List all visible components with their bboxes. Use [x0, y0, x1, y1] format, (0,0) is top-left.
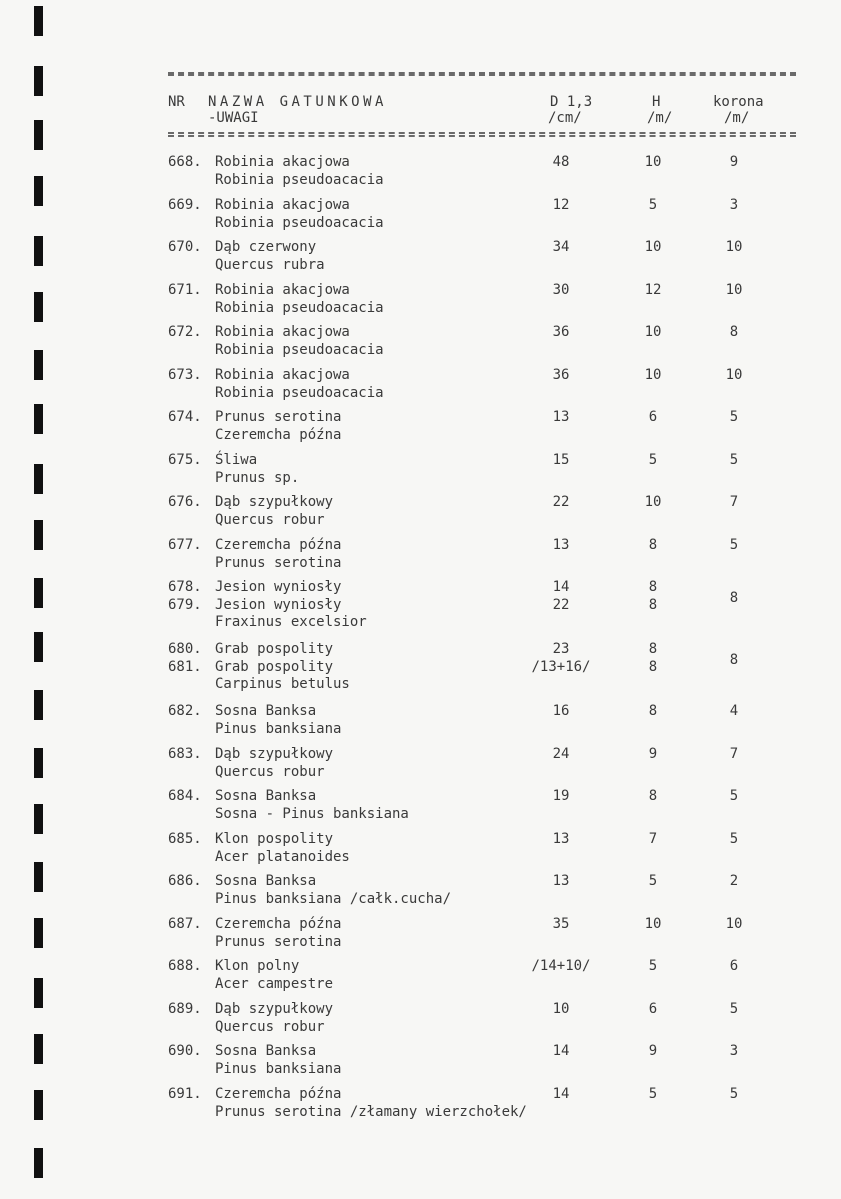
diameter-cell-value: 14 — [552, 1043, 570, 1059]
tree-number-line: 689. — [168, 1001, 202, 1017]
height-cell-value: 8 — [648, 537, 658, 553]
tree-number-line: 690. — [168, 1043, 202, 1059]
species-name-line: Dąb szypułkowy — [215, 494, 334, 510]
binding-hole — [34, 978, 43, 1008]
crown-cell: 3 — [729, 197, 739, 213]
height-cell-value: 8 — [648, 596, 658, 613]
binding-hole — [34, 520, 43, 550]
height-cell — [608, 494, 698, 512]
tree-number-line: 678. — [168, 579, 202, 595]
tree-number — [168, 641, 213, 676]
diameter-cell — [516, 873, 606, 891]
tree-number-line: 670. — [168, 239, 202, 255]
crown-cell: 5 — [729, 788, 739, 804]
diameter-cell — [516, 1086, 606, 1104]
tree-number-line: 682. — [168, 703, 202, 719]
binding-hole — [34, 1148, 43, 1178]
diameter-cell — [516, 641, 606, 676]
diameter-cell-value: 24 — [552, 746, 570, 762]
tree-number — [168, 154, 213, 172]
binding-hole — [34, 690, 43, 720]
species-name-line: Carpinus betulus — [215, 676, 350, 692]
species-name-line: Prunus serotina — [215, 554, 342, 571]
species-names — [215, 831, 350, 866]
species-name-line: Dąb szypułkowy — [215, 746, 334, 762]
crown-cell: 5 — [729, 831, 739, 847]
height-cell — [608, 1043, 698, 1061]
tree-number — [168, 452, 213, 470]
crown-cell: 8 — [729, 651, 739, 668]
header-rule-bottom-double — [168, 135, 796, 137]
tree-number-line: 684. — [168, 788, 202, 804]
diameter-cell-value: 14 — [552, 1086, 570, 1102]
diameter-cell — [516, 154, 606, 172]
crown-cell: 4 — [729, 703, 739, 719]
column-header-nr: NR — [168, 94, 185, 110]
column-header-name: NAZWA GATUNKOWA — [208, 94, 387, 110]
diameter-cell-value: 48 — [552, 154, 570, 170]
diameter-cell — [516, 746, 606, 764]
height-cell-value: 6 — [648, 409, 658, 425]
height-cell — [608, 537, 698, 555]
crown-cell: 5 — [729, 409, 739, 425]
column-header-height: H — [652, 94, 661, 110]
species-names — [215, 367, 384, 402]
tree-number — [168, 1086, 213, 1104]
height-cell-value: 7 — [648, 831, 658, 847]
diameter-cell-value: 13 — [552, 831, 570, 847]
height-cell-value: 5 — [648, 958, 658, 974]
species-name-line: Dąb szypułkowy — [215, 1001, 334, 1017]
tree-number-line: 680. — [168, 641, 202, 657]
height-cell-value: 8 — [648, 703, 658, 719]
species-name-line: Jesion wyniosły — [215, 579, 342, 595]
species-name-line: Jesion wyniosły — [215, 596, 342, 613]
species-names — [215, 154, 384, 189]
species-names — [215, 324, 384, 359]
crown-cell: 5 — [729, 1086, 739, 1102]
binding-hole — [34, 404, 43, 434]
tree-number — [168, 788, 213, 806]
height-cell-value: 10 — [644, 239, 662, 255]
crown-cell: 7 — [729, 494, 739, 510]
diameter-cell — [516, 1043, 606, 1061]
species-names — [215, 788, 409, 823]
species-name-line: Sosna Banksa — [215, 873, 317, 889]
height-cell — [608, 324, 698, 342]
species-names — [215, 1086, 527, 1121]
crown-cell: 2 — [729, 873, 739, 889]
diameter-cell-value: 16 — [552, 703, 570, 719]
height-cell-value: 8 — [648, 579, 658, 595]
binding-hole — [34, 66, 43, 96]
diameter-cell-value: 13 — [552, 537, 570, 553]
height-cell — [608, 197, 698, 215]
diameter-cell — [516, 367, 606, 385]
crown-cell: 5 — [729, 1001, 739, 1017]
crown-cell: 10 — [725, 367, 743, 383]
diameter-cell-value: 22 — [552, 494, 570, 510]
tree-number — [168, 746, 213, 764]
tree-number-line: 671. — [168, 282, 202, 298]
diameter-cell — [516, 579, 606, 614]
species-name-line: Czeremcha późna — [215, 426, 342, 443]
species-name-line: Klon polny — [215, 958, 300, 974]
binding-hole — [34, 862, 43, 892]
header-rule-bottom — [168, 132, 796, 134]
species-name-line: Czeremcha późna — [215, 537, 342, 553]
tree-number-line: 685. — [168, 831, 202, 847]
binding-hole — [34, 1034, 43, 1064]
height-cell — [608, 958, 698, 976]
height-cell — [608, 409, 698, 427]
diameter-cell — [516, 282, 606, 300]
column-header-crown: korona — [713, 94, 764, 110]
diameter-cell — [516, 958, 606, 976]
crown-cell: 5 — [729, 537, 739, 553]
species-name-line: Sosna - Pinus banksiana — [215, 805, 409, 822]
species-names — [215, 452, 299, 487]
binding-hole — [34, 292, 43, 322]
species-name-line: Sosna Banksa — [215, 788, 317, 804]
tree-inventory-sheet — [168, 72, 796, 1172]
species-name-line: Pinus banksiana /całk.cucha/ — [215, 890, 452, 907]
species-name-line: Sosna Banksa — [215, 1043, 317, 1059]
species-name-line: Dąb czerwony — [215, 239, 317, 255]
height-cell-value: 5 — [648, 452, 658, 468]
height-cell — [608, 641, 698, 676]
crown-cell: 10 — [725, 239, 743, 255]
diameter-cell-value: 36 — [552, 324, 570, 340]
tree-number — [168, 537, 213, 555]
diameter-cell-value: /13+16/ — [531, 658, 591, 675]
tree-number — [168, 1001, 213, 1019]
tree-number-line: 668. — [168, 154, 202, 170]
species-name-line: Robinia akacjowa — [215, 324, 350, 340]
binding-hole — [34, 748, 43, 778]
diameter-cell — [516, 324, 606, 342]
diameter-cell — [516, 788, 606, 806]
height-cell-value: 9 — [648, 1043, 658, 1059]
binding-hole — [34, 6, 43, 36]
height-cell — [608, 579, 698, 614]
crown-cell: 3 — [729, 1043, 739, 1059]
species-name-line: Prunus serotina /złamany wierzchołek/ — [215, 1103, 527, 1120]
binding-hole — [34, 804, 43, 834]
species-name-line: Acer platanoides — [215, 848, 350, 865]
height-cell — [608, 452, 698, 470]
diameter-cell — [516, 916, 606, 934]
height-cell-value: 8 — [648, 641, 658, 657]
binding-hole — [34, 464, 43, 494]
species-name-line: Pinus banksiana — [215, 720, 342, 737]
species-name-line: Klon pospolity — [215, 831, 334, 847]
tree-number-line: 677. — [168, 537, 202, 553]
tree-number-line: 675. — [168, 452, 202, 468]
tree-number-line: 673. — [168, 367, 202, 383]
diameter-cell — [516, 197, 606, 215]
diameter-cell-value: 14 — [552, 579, 570, 595]
column-header-diameter-unit: /cm/ — [548, 110, 582, 126]
species-name-line: Quercus rubra — [215, 256, 325, 273]
diameter-cell-value: 12 — [552, 197, 570, 213]
species-names — [215, 409, 341, 444]
species-name-line: Robinia akacjowa — [215, 154, 350, 170]
height-cell-value: 10 — [644, 154, 662, 170]
diameter-cell-value: 22 — [552, 596, 570, 613]
height-cell — [608, 282, 698, 300]
species-name-line: Robinia pseudoacacia — [215, 384, 384, 401]
tree-number — [168, 197, 213, 215]
crown-cell: 10 — [725, 282, 743, 298]
height-cell-value: 6 — [648, 1001, 658, 1017]
diameter-cell-value: 34 — [552, 239, 570, 255]
diameter-cell-value: 35 — [552, 916, 570, 932]
tree-number — [168, 831, 213, 849]
species-name-line: Sosna Banksa — [215, 703, 317, 719]
species-names — [215, 746, 333, 781]
height-cell-value: 9 — [648, 746, 658, 762]
tree-number-line: 676. — [168, 494, 202, 510]
height-cell — [608, 239, 698, 257]
tree-number-line: 688. — [168, 958, 202, 974]
species-names — [215, 916, 341, 951]
species-name-line: Czeremcha późna — [215, 1086, 342, 1102]
height-cell-value: 10 — [644, 324, 662, 340]
diameter-cell — [516, 831, 606, 849]
height-cell-value: 5 — [648, 873, 658, 889]
column-header-uwagi: -UWAGI — [208, 110, 259, 126]
species-names — [215, 197, 384, 232]
species-names — [215, 958, 333, 993]
height-cell-value: 5 — [648, 197, 658, 213]
tree-number-line: 687. — [168, 916, 202, 932]
binding-hole — [34, 120, 43, 150]
tree-number — [168, 409, 213, 427]
tree-number — [168, 282, 213, 300]
tree-number — [168, 579, 213, 614]
height-cell-value: 12 — [644, 282, 662, 298]
height-cell-value: 8 — [648, 788, 658, 804]
height-cell — [608, 703, 698, 721]
column-header-diameter: D 1,3 — [550, 94, 593, 110]
tree-number — [168, 1043, 213, 1061]
tree-number-line: 669. — [168, 197, 202, 213]
species-names — [215, 703, 341, 738]
column-header-crown-unit: /m/ — [724, 110, 750, 126]
height-cell-value: 5 — [648, 1086, 658, 1102]
diameter-cell-value: 36 — [552, 367, 570, 383]
species-names — [215, 1043, 341, 1078]
crown-cell: 10 — [725, 916, 743, 932]
tree-number-line: 681. — [168, 658, 202, 675]
tree-number-line: 674. — [168, 409, 202, 425]
crown-cell: 9 — [729, 154, 739, 170]
column-header-height-unit: /m/ — [647, 110, 673, 126]
diameter-cell — [516, 494, 606, 512]
diameter-cell — [516, 409, 606, 427]
height-cell — [608, 746, 698, 764]
height-cell — [608, 1086, 698, 1104]
diameter-cell-value: 23 — [552, 641, 570, 657]
species-names — [215, 873, 451, 908]
binding-hole — [34, 350, 43, 380]
height-cell — [608, 831, 698, 849]
binding-hole — [34, 632, 43, 662]
crown-cell: 7 — [729, 746, 739, 762]
tree-number — [168, 916, 213, 934]
tree-number-line: 679. — [168, 596, 202, 613]
height-cell-value: 10 — [644, 916, 662, 932]
species-name-line: Grab pospolity — [215, 641, 334, 657]
species-names — [215, 239, 325, 274]
species-name-line: Prunus serotina — [215, 933, 342, 950]
diameter-cell-value: 13 — [552, 873, 570, 889]
species-names — [215, 282, 384, 317]
height-cell-value: 8 — [648, 658, 658, 675]
species-name-line: Śliwa — [215, 452, 258, 468]
species-name-line: Czeremcha późna — [215, 916, 342, 932]
species-name-line: Grab pospolity — [215, 658, 334, 675]
tree-number-line: 672. — [168, 324, 202, 340]
diameter-cell — [516, 703, 606, 721]
height-cell — [608, 367, 698, 385]
species-name-line: Quercus robur — [215, 511, 325, 528]
binding-hole — [34, 176, 43, 206]
height-cell — [608, 1001, 698, 1019]
binding-hole — [34, 918, 43, 948]
tree-number — [168, 873, 213, 891]
species-name-line: Prunus serotina — [215, 409, 342, 425]
species-name-line: Quercus robur — [215, 1018, 325, 1035]
species-name-line: Acer campestre — [215, 975, 334, 992]
height-cell — [608, 916, 698, 934]
tree-number — [168, 958, 213, 976]
tree-number — [168, 324, 213, 342]
species-names — [215, 537, 341, 572]
species-name-line: Fraxinus excelsior — [215, 614, 367, 630]
diameter-cell-value: 13 — [552, 409, 570, 425]
diameter-cell — [516, 1001, 606, 1019]
species-name-line: Prunus sp. — [215, 469, 300, 486]
species-name-line: Robinia akacjowa — [215, 282, 350, 298]
diameter-cell-value: 15 — [552, 452, 570, 468]
species-names — [215, 641, 350, 694]
height-cell — [608, 873, 698, 891]
tree-number — [168, 239, 213, 257]
tree-number — [168, 494, 213, 512]
height-cell — [608, 788, 698, 806]
crown-cell: 5 — [729, 452, 739, 468]
binding-hole — [34, 1090, 43, 1120]
height-cell-value: 10 — [644, 494, 662, 510]
species-name-line: Robinia pseudoacacia — [215, 341, 384, 358]
tree-number-line: 686. — [168, 873, 202, 889]
binding-holes — [34, 0, 44, 1199]
diameter-cell — [516, 452, 606, 470]
species-names — [215, 579, 367, 632]
diameter-cell-value: 30 — [552, 282, 570, 298]
tree-number — [168, 703, 213, 721]
species-names — [215, 494, 333, 529]
diameter-cell-value: 19 — [552, 788, 570, 804]
species-name-line: Robinia akacjowa — [215, 197, 350, 213]
species-name-line: Quercus robur — [215, 763, 325, 780]
species-names — [215, 1001, 333, 1036]
species-name-line: Pinus banksiana — [215, 1060, 342, 1077]
header-rule-top-double — [168, 74, 796, 76]
tree-number-line: 683. — [168, 746, 202, 762]
crown-cell: 8 — [729, 324, 739, 340]
crown-cell: 6 — [729, 958, 739, 974]
height-cell — [608, 154, 698, 172]
species-name-line: Robinia pseudoacacia — [215, 214, 384, 231]
tree-number-line: 691. — [168, 1086, 202, 1102]
tree-number — [168, 367, 213, 385]
binding-hole — [34, 578, 43, 608]
diameter-cell-value: 10 — [552, 1001, 570, 1017]
diameter-cell — [516, 537, 606, 555]
species-name-line: Robinia pseudoacacia — [215, 171, 384, 188]
crown-cell: 8 — [729, 589, 739, 606]
diameter-cell-value: /14+10/ — [531, 958, 591, 974]
binding-hole — [34, 236, 43, 266]
height-cell-value: 10 — [644, 367, 662, 383]
species-name-line: Robinia pseudoacacia — [215, 299, 384, 316]
species-name-line: Robinia akacjowa — [215, 367, 350, 383]
diameter-cell — [516, 239, 606, 257]
